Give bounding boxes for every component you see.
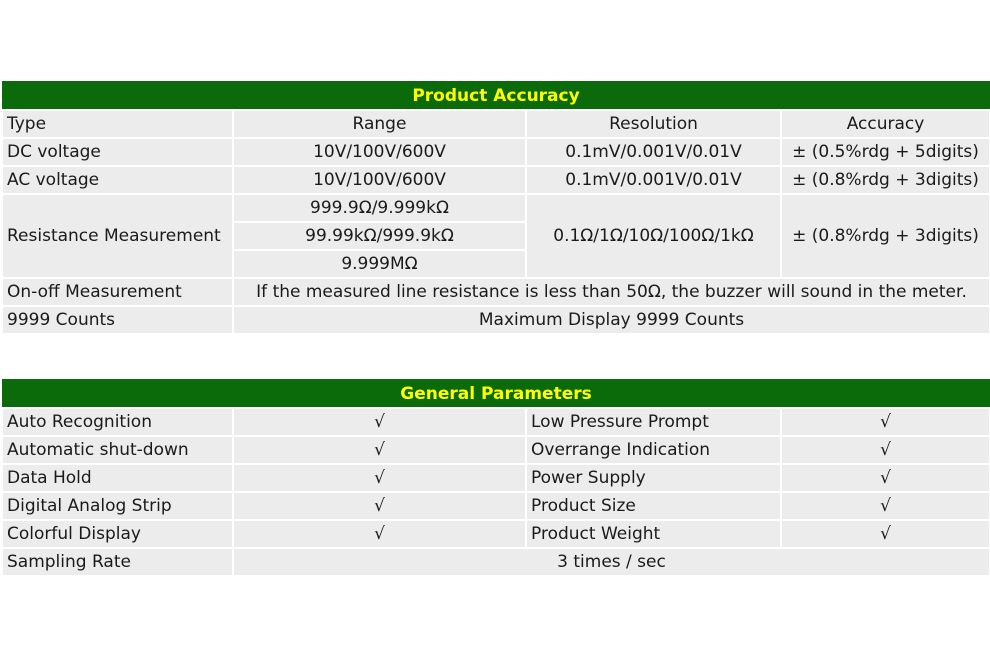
table-row [2,520,990,548]
dc-voltage-accuracy: ± (0.5%rdg + 5digits) [781,138,990,166]
table-row-ac-voltage [2,166,990,194]
table-row [2,408,990,436]
general-parameters-table [1,379,990,577]
resistance-resolution: 0.1Ω/1Ω/10Ω/100Ω/1kΩ [526,194,781,278]
param-check: √ [781,492,990,520]
param-check: √ [233,436,526,464]
ac-voltage-type: AC voltage [2,166,233,194]
counts-type: 9999 Counts [2,306,233,334]
dc-voltage-range: 10V/100V/600V [233,138,526,166]
sampling-rate-label: Sampling Rate [2,548,233,576]
dc-voltage-resolution: 0.1mV/0.001V/0.01V [526,138,781,166]
param-check: √ [781,464,990,492]
param-check: √ [781,408,990,436]
param-check: √ [781,436,990,464]
param-label: Digital Analog Strip [2,492,233,520]
table-header-row [2,110,990,138]
header-accuracy: Accuracy [781,110,990,138]
resistance-range-3: 9.999MΩ [233,250,526,278]
table-row-sampling-rate [2,548,990,576]
table-row-resistance [2,194,990,222]
table-row-counts [2,306,990,334]
param-check: √ [233,464,526,492]
resistance-type: Resistance Measurement [2,194,233,278]
general-parameters-title: General Parameters [2,380,990,409]
header-range: Range [233,110,526,138]
param-label: Overrange Indication [526,436,781,464]
onoff-type: On-off Measurement [2,278,233,306]
param-label: Power Supply [526,464,781,492]
product-accuracy-table [1,81,990,335]
header-type: Type [2,110,233,138]
table-row [2,464,990,492]
param-check: √ [781,520,990,548]
resistance-range-1: 999.9Ω/9.999kΩ [233,194,526,222]
table-row-dc-voltage [2,138,990,166]
header-resolution: Resolution [526,110,781,138]
param-label: Automatic shut-down [2,436,233,464]
param-check: √ [233,492,526,520]
resistance-accuracy: ± (0.8%rdg + 3digits) [781,194,990,278]
general-parameters-title-row [2,380,990,409]
dc-voltage-type: DC voltage [2,138,233,166]
product-accuracy-title: Product Accuracy [2,82,990,111]
ac-voltage-range: 10V/100V/600V [233,166,526,194]
param-label: Auto Recognition [2,408,233,436]
param-check: √ [233,408,526,436]
param-label: Product Weight [526,520,781,548]
param-check: √ [233,520,526,548]
param-label: Low Pressure Prompt [526,408,781,436]
table-row [2,436,990,464]
ac-voltage-resolution: 0.1mV/0.001V/0.01V [526,166,781,194]
product-accuracy-title-row [2,82,990,111]
table-row [2,492,990,520]
param-label: Data Hold [2,464,233,492]
resistance-range-2: 99.99kΩ/999.9kΩ [233,222,526,250]
param-label: Product Size [526,492,781,520]
param-label: Colorful Display [2,520,233,548]
sampling-rate-value: 3 times / sec [233,548,990,576]
counts-description: Maximum Display 9999 Counts [233,306,990,334]
ac-voltage-accuracy: ± (0.8%rdg + 3digits) [781,166,990,194]
onoff-description: If the measured line resistance is less than 50Ω, the buzzer will sound in the meter. [233,278,990,306]
table-row-onoff [2,278,990,306]
